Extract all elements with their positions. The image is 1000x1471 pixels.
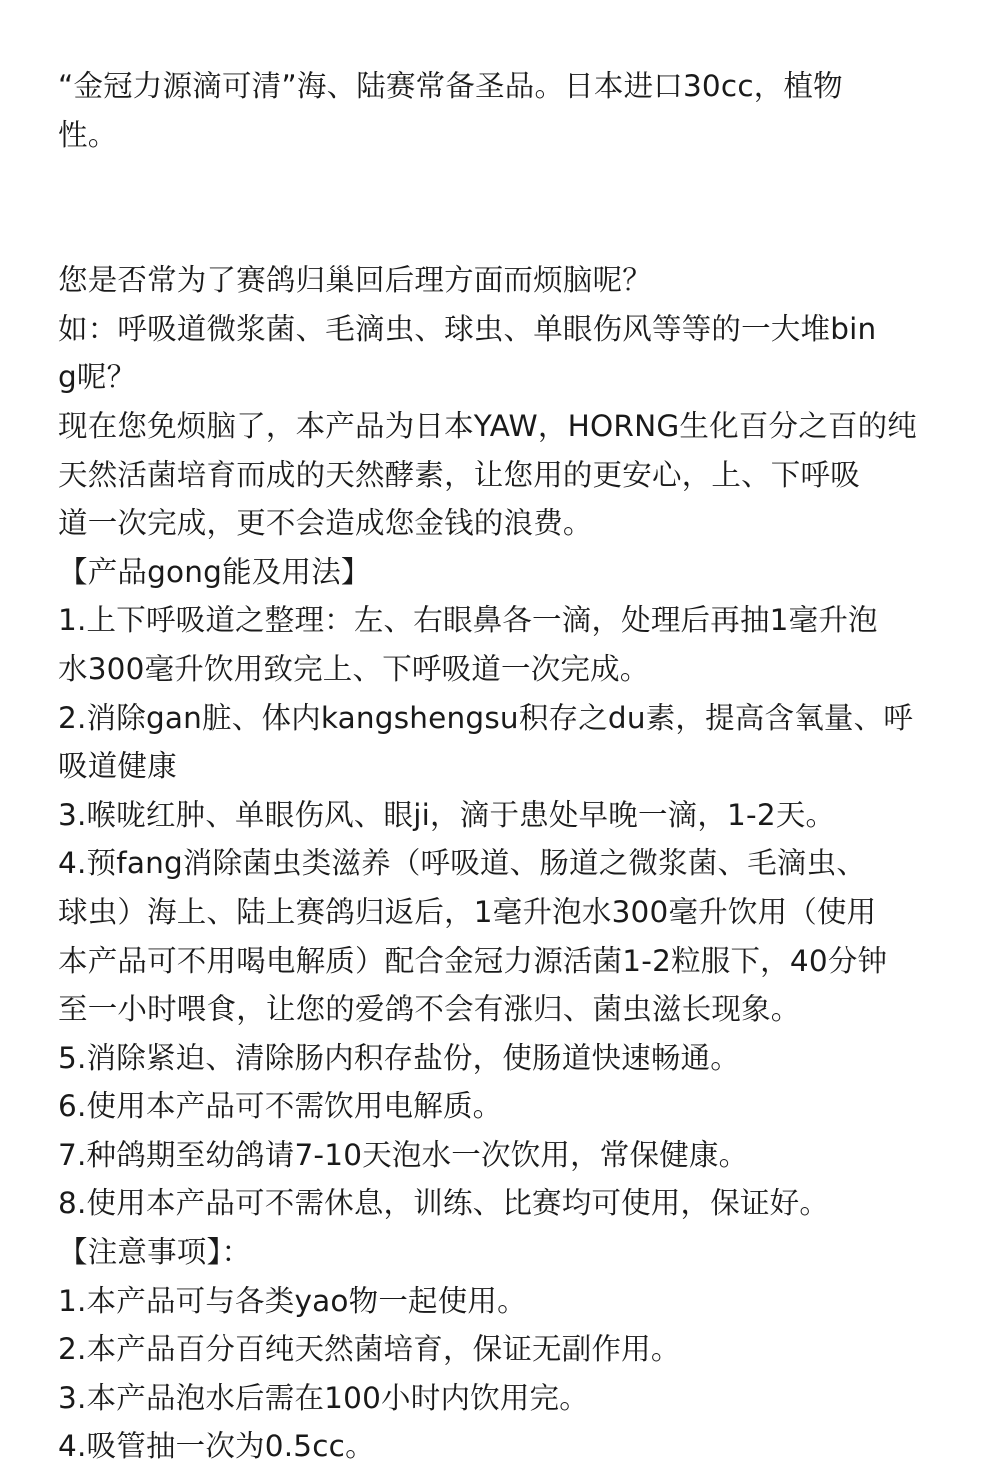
body-line: 3.喉咙红肿、单眼伤风、眼ji，滴于患处早晚一滴，1-2天。: [58, 797, 836, 832]
body-line: 道一次完成，更不会造成您金钱的浪费。: [58, 506, 593, 541]
body-line: 至一小时喂食，让您的爱鸽不会有涨归、菌虫滋长现象。: [58, 992, 801, 1027]
body-line: 球虫）海上、陆上赛鸽归返后，1毫升泡水300毫升饮用（使用: [58, 894, 877, 929]
body-line: 7.种鸽期至幼鸽请7-10天泡水一次饮用，常保健康。: [58, 1137, 749, 1172]
body-line: 1.上下呼吸道之整理：左、右眼鼻各一滴，处理后再抽1毫升泡: [58, 603, 878, 638]
body-line: 2.本产品百分百纯天然菌培育，保证无副作用。: [58, 1332, 681, 1367]
paragraph-gap: [58, 159, 948, 256]
body-line: 2.消除gan脏、体内kangshengsu积存之du素，提高含氧量、呼: [58, 700, 914, 735]
body-line: 如：呼吸道微浆菌、毛滴虫、球虫、单眼伤风等等的一大堆bin: [58, 311, 877, 346]
body-line: 【注意事项】：: [58, 1235, 252, 1270]
intro-paragraph: [58, 62, 948, 159]
body-line: 6.使用本产品可不需饮用电解质。: [58, 1089, 503, 1124]
body-line: 3.本产品泡水后需在100小时内饮用完。: [58, 1380, 589, 1415]
body-line: 4.预fang消除菌虫类滋养（呼吸道、肠道之微浆菌、毛滴虫、: [58, 846, 867, 881]
body-line: 本产品可不用喝电解质）配合金冠力源活菌1-2粒服下，40分钟: [58, 943, 888, 978]
body-line: 8.使用本产品可不需休息，训练、比赛均可使用，保证好。: [58, 1186, 830, 1221]
body-line: 天然活菌培育而成的天然酵素，让您用的更安心，上、下呼吸: [58, 457, 860, 492]
body-line: 现在您免烦脑了，本产品为日本YAW，HORNG生化百分之百的纯: [58, 408, 917, 443]
intro-line: “金冠力源滴可清”海、陆赛常备圣品。日本进口30cc，植物: [58, 69, 843, 103]
intro-line: 性。: [58, 117, 118, 152]
body-line: g呢？: [58, 360, 137, 395]
body-line: 1.本产品可与各类yao物一起使用。: [58, 1283, 527, 1318]
body-line: 4.吸管抽一次为0.5cc。: [58, 1429, 375, 1464]
body-line: 水300毫升饮用致完上、下呼吸道一次完成。: [58, 651, 650, 686]
document-body: [58, 62, 948, 1471]
body-line: 吸道健康: [58, 749, 177, 784]
body-line: 5.消除紧迫、清除肠内积存盐份，使肠道快速畅通。: [58, 1040, 740, 1075]
main-text: [58, 256, 948, 1471]
body-line: 您是否常为了赛鸽归巢回后理方面而烦脑呢？: [58, 263, 653, 298]
body-line: 【产品gong能及用法】: [58, 554, 371, 589]
